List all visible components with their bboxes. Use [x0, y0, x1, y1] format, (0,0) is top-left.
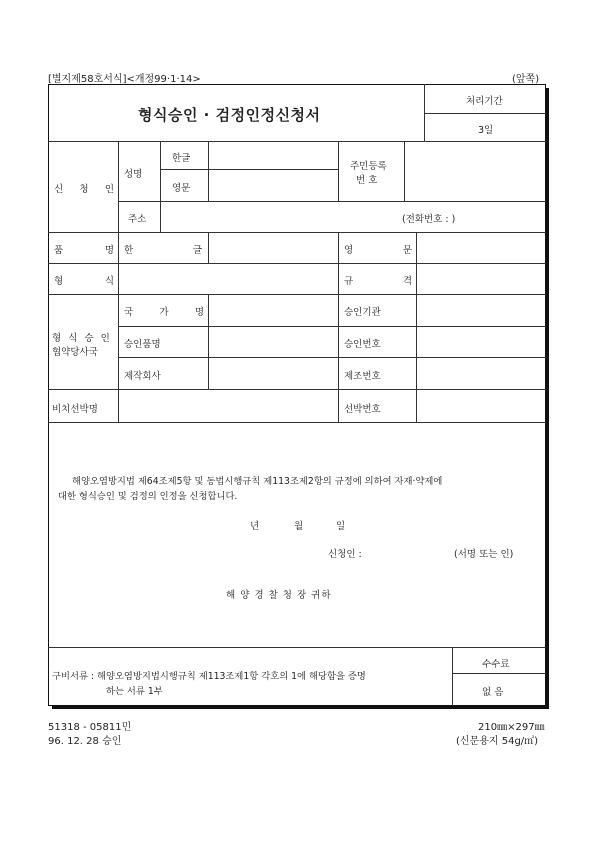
english-label: 영문 [172, 183, 191, 194]
ship-number-field[interactable] [418, 391, 544, 420]
address-label: 주소 [128, 214, 147, 225]
divider [338, 141, 339, 201]
name-label: 성명 [124, 169, 143, 180]
documents-line-1: 구비서류 : 해양오염방지법시행규칙 제113조제1항 각호의 1에 해당함을 증명 [52, 671, 366, 682]
divider [208, 232, 209, 263]
applicant-sign-field[interactable] [368, 542, 448, 558]
applicant-sign-label: 신청인 : [328, 549, 362, 560]
divider [118, 201, 546, 202]
model-label: 형 식 [54, 276, 114, 287]
footer-paper-type: (신문용지 54g/㎡) [456, 736, 539, 747]
divider [452, 647, 453, 706]
ship-name-label: 비치선박명 [52, 404, 98, 415]
english-name-field[interactable] [208, 171, 336, 199]
approval-product-label: 승인품명 [124, 339, 161, 350]
agreement-section-label: 형 식 승 인 [52, 333, 112, 344]
date-year-label: 년 [250, 521, 260, 532]
divider [48, 232, 546, 233]
form-code: [별지제58호서식]<개정99·1·14> [48, 74, 201, 85]
resident-number-label-2: 번 호 [356, 175, 378, 186]
divider [118, 326, 546, 327]
phone-label: (전화번호 : ) [402, 214, 456, 225]
divider [118, 232, 119, 422]
applicant-section-label: 신 청 인 [54, 184, 114, 195]
model-field[interactable] [120, 265, 336, 292]
divider [452, 673, 546, 674]
divider [48, 389, 546, 390]
korean-product-field[interactable] [210, 234, 336, 261]
processing-period-value: 3일 [478, 125, 494, 136]
approval-number-field[interactable] [418, 328, 544, 355]
ship-number-label: 선박번호 [344, 404, 381, 415]
serial-number-label: 제조번호 [344, 371, 381, 382]
country-field[interactable] [210, 296, 336, 324]
korean-name-field[interactable] [208, 143, 336, 167]
resident-number-field[interactable] [406, 143, 544, 199]
divider [338, 232, 339, 422]
footer-paper-size: 210㎜×297㎜ [478, 722, 545, 733]
divider [48, 647, 546, 648]
footer-approval-date: 96. 12. 28 승인 [48, 736, 122, 747]
spec-field[interactable] [418, 265, 544, 292]
footer-approval-code: 51318 - 05811민 [48, 722, 132, 733]
korean-label: 한글 [172, 153, 191, 164]
divider [48, 263, 546, 264]
form-title: 형식승인 · 검정인정신청서 [138, 106, 321, 124]
date-day-label: 일 [336, 521, 346, 532]
address-field[interactable] [162, 203, 400, 230]
statement-line-2: 대한 형식승인 및 검정의 인정을 신청합니다. [58, 491, 238, 502]
resident-number-label: 주민등록 [350, 161, 387, 172]
divider [48, 422, 546, 423]
divider [424, 84, 425, 141]
divider [48, 294, 546, 295]
form-shadow-bottom [52, 706, 549, 709]
approval-agency-field[interactable] [418, 296, 544, 324]
divider [404, 141, 405, 201]
page-side-label: (앞쪽) [512, 74, 540, 85]
processing-period-label: 처리기간 [466, 96, 503, 107]
english-product-field[interactable] [418, 234, 544, 261]
addressee: 해 양 경 찰 청 장 귀하 [226, 590, 332, 601]
english-product-label: 영 문 [344, 245, 412, 256]
date-month-label: 월 [294, 521, 304, 532]
statement-line-1: 해양오염방지법 제64조제5항 및 동법시행규칙 제113조제2항의 규정에 의하여 자재·약제에 [72, 476, 443, 487]
ship-name-field[interactable] [120, 391, 336, 420]
divider [416, 232, 417, 422]
divider [208, 294, 209, 389]
approval-number-label: 승인번호 [344, 339, 381, 350]
korean-product-label: 한 글 [124, 245, 202, 256]
fee-label: 수수료 [482, 659, 510, 670]
fee-value: 없 음 [482, 687, 504, 698]
serial-number-field[interactable] [418, 359, 544, 387]
divider [160, 169, 338, 170]
divider [160, 141, 161, 232]
divider [118, 141, 119, 232]
documents-line-2: 하는 서류 1부 [106, 686, 163, 697]
approval-agency-label: 승인기관 [344, 307, 381, 318]
divider [118, 357, 546, 358]
sign-note: (서명 또는 인) [454, 549, 514, 560]
country-label: 국 가 명 [124, 307, 204, 318]
approval-product-field[interactable] [210, 328, 336, 355]
form-shadow-right [546, 88, 549, 708]
spec-label: 규 격 [344, 276, 412, 287]
divider [48, 141, 546, 142]
manufacturer-label: 제작회사 [124, 371, 161, 382]
divider [424, 113, 546, 114]
manufacturer-field[interactable] [210, 359, 336, 387]
product-name-label: 품 명 [54, 245, 114, 256]
agreement-section-label-2: 협약당사국 [52, 347, 98, 358]
